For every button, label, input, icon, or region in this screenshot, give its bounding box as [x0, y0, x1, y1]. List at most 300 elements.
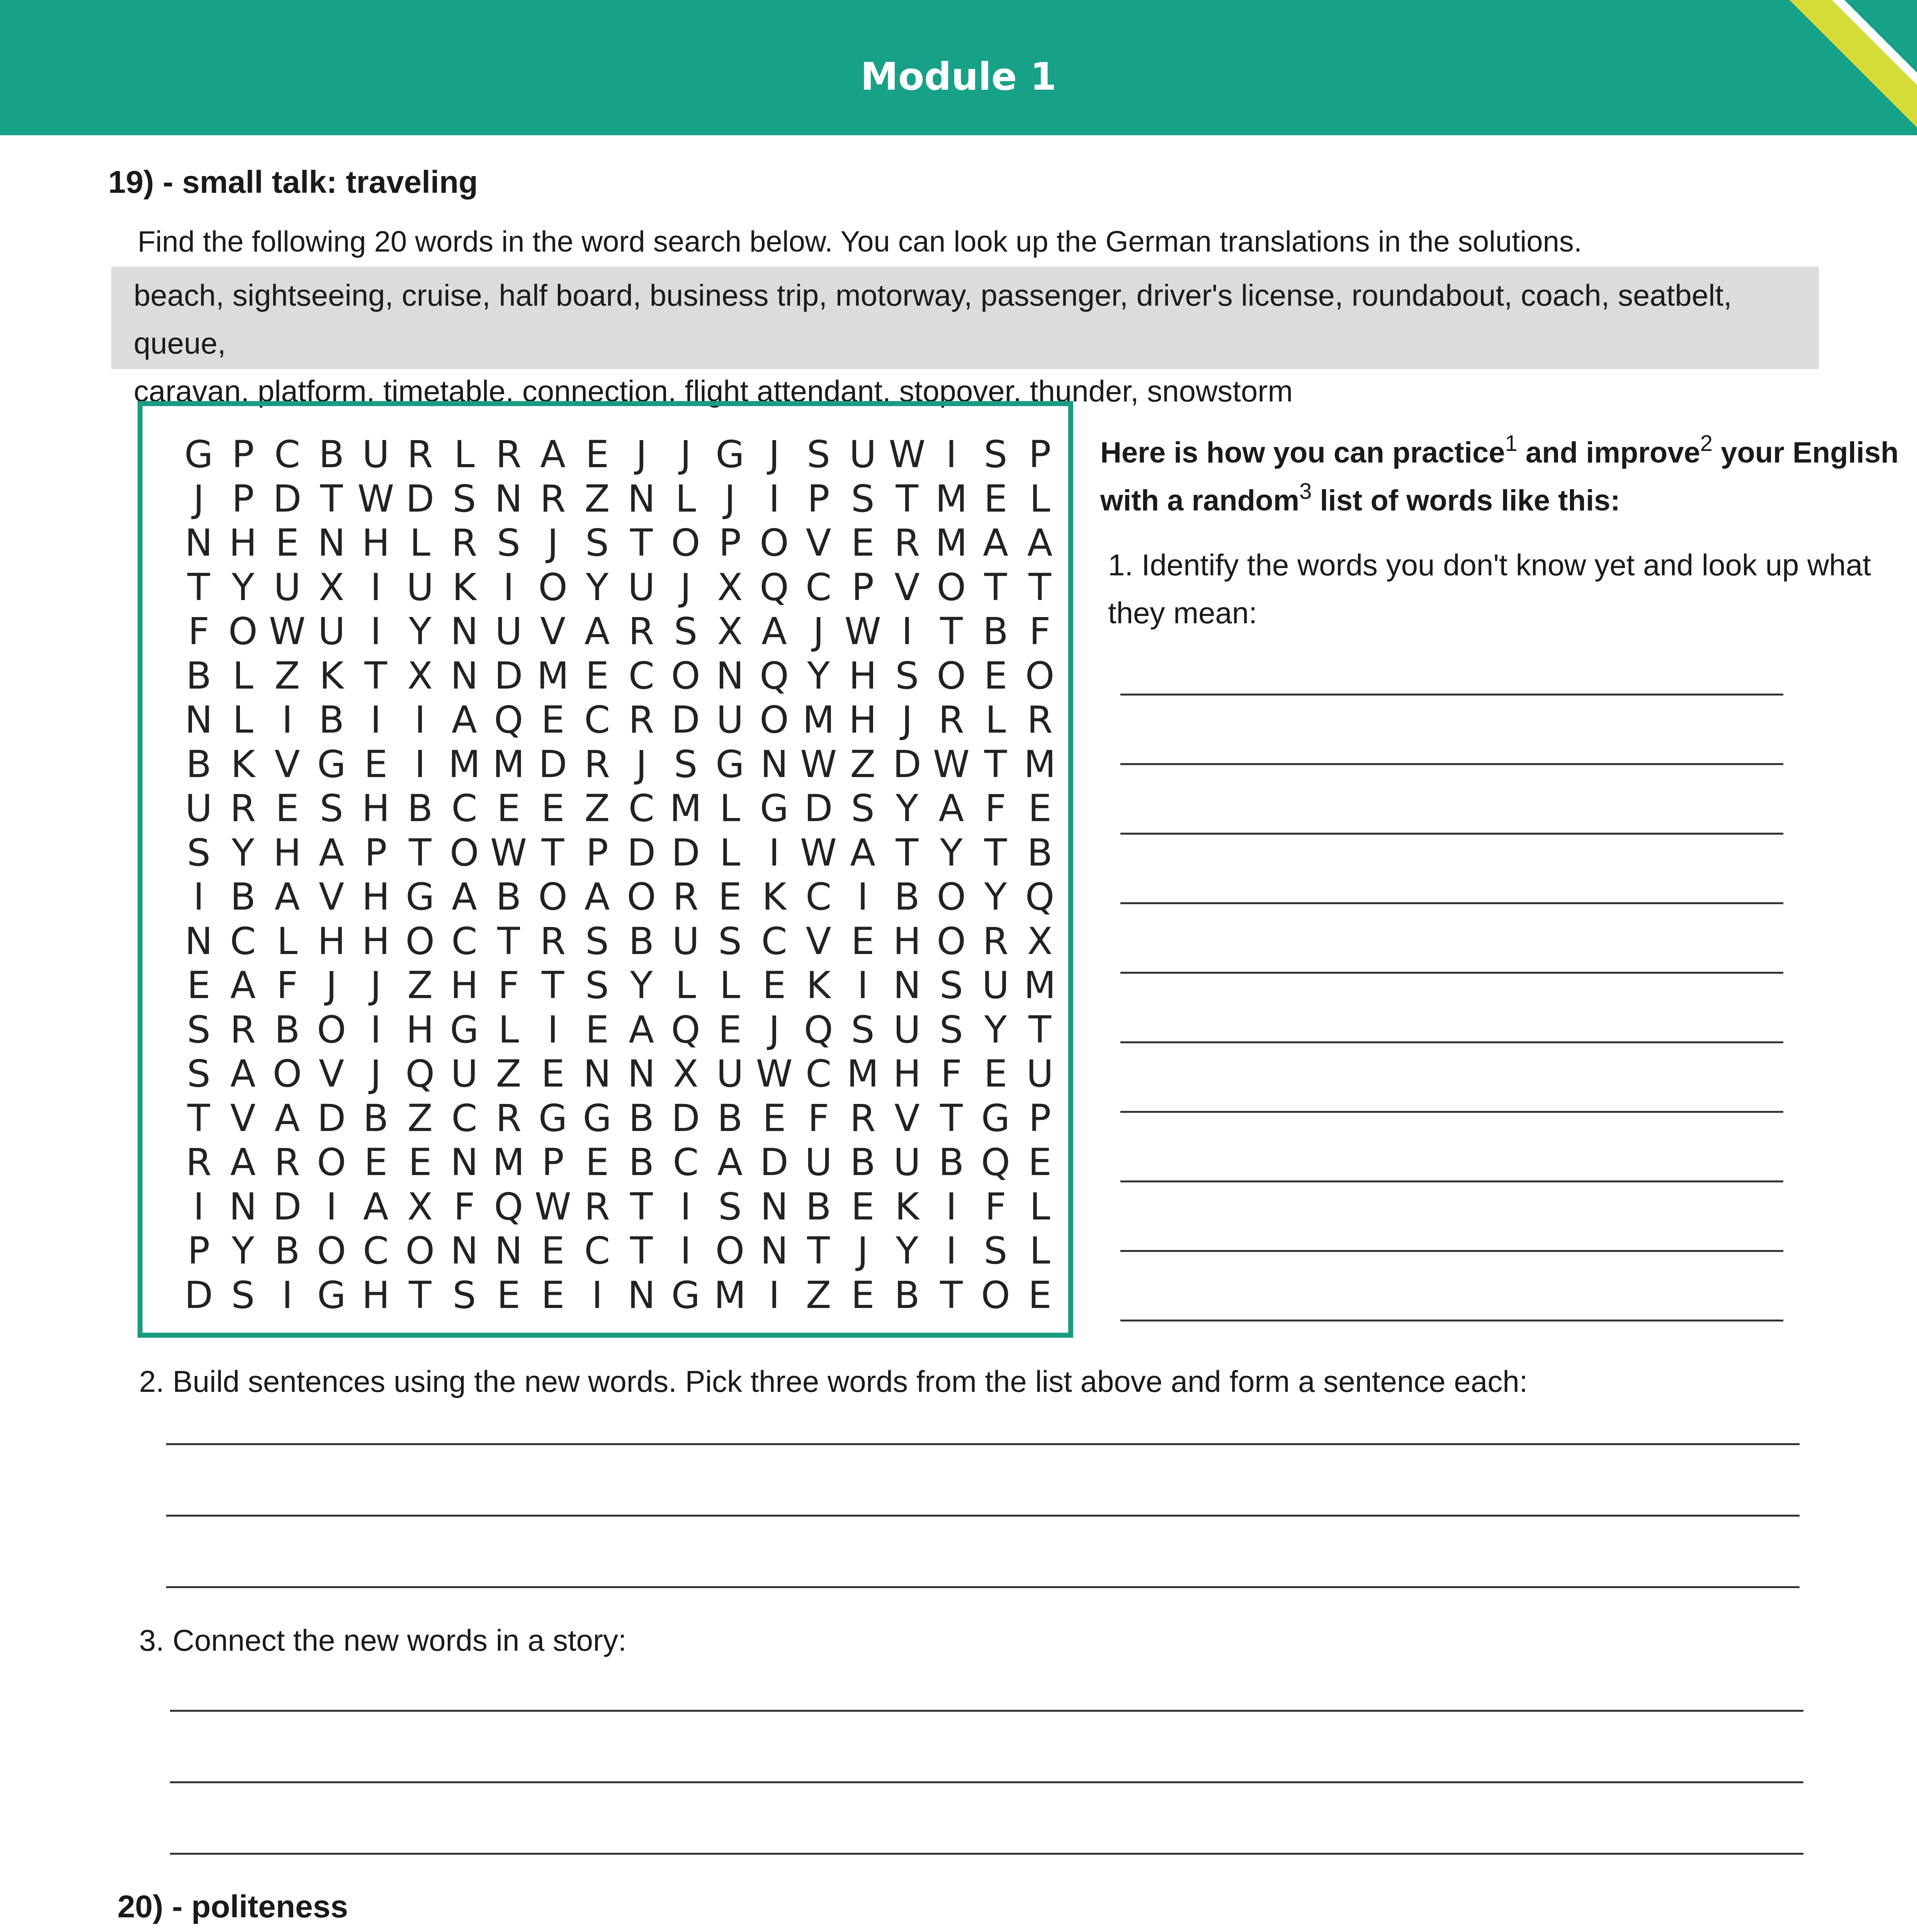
grid-letter[interactable]: F	[940, 1052, 962, 1096]
grid-letter[interactable]: O	[671, 521, 700, 565]
grid-letter[interactable]: E	[585, 433, 609, 476]
grid-letter[interactable]: U	[406, 565, 434, 609]
grid-letter[interactable]: G	[671, 1273, 700, 1317]
grid-letter[interactable]: M	[714, 1273, 746, 1317]
grid-letter[interactable]: J	[768, 433, 780, 476]
grid-letter[interactable]: W	[933, 742, 970, 786]
grid-letter[interactable]: C	[806, 1052, 832, 1096]
answer-line[interactable]	[170, 1853, 1803, 1855]
grid-letter[interactable]: R	[496, 433, 522, 476]
grid-letter[interactable]: M	[802, 698, 835, 742]
grid-letter[interactable]: J	[636, 433, 647, 476]
grid-letter[interactable]: J	[636, 742, 647, 786]
grid-letter[interactable]: A	[452, 875, 477, 919]
grid-letter[interactable]: O	[936, 565, 966, 609]
grid-letter[interactable]: E	[497, 787, 520, 830]
grid-letter[interactable]: O	[1025, 654, 1055, 697]
grid-letter[interactable]: E	[718, 1008, 742, 1051]
grid-letter[interactable]: O	[272, 1052, 302, 1096]
grid-letter[interactable]: S	[674, 610, 698, 653]
grid-letter[interactable]: X	[319, 565, 344, 609]
grid-letter[interactable]: A	[540, 433, 566, 476]
grid-letter[interactable]: J	[370, 964, 381, 1007]
grid-letter[interactable]: U	[450, 1052, 478, 1096]
grid-letter[interactable]: S	[939, 964, 963, 1007]
grid-letter[interactable]: I	[415, 742, 426, 786]
grid-letter[interactable]: L	[719, 964, 741, 1007]
grid-letter[interactable]: U	[318, 610, 345, 653]
grid-letter[interactable]: J	[680, 433, 691, 476]
grid-letter[interactable]: D	[627, 831, 656, 874]
grid-letter[interactable]: F	[985, 1185, 1006, 1228]
grid-letter[interactable]: H	[893, 1052, 921, 1096]
grid-letter[interactable]: Y	[896, 1229, 919, 1273]
grid-letter[interactable]: F	[985, 787, 1006, 830]
grid-letter[interactable]: G	[317, 742, 346, 786]
grid-letter[interactable]: C	[761, 919, 787, 963]
grid-letter[interactable]: R	[1027, 698, 1053, 742]
grid-letter[interactable]: G	[583, 1096, 612, 1140]
grid-letter[interactable]: D	[406, 477, 435, 520]
grid-letter[interactable]: S	[895, 654, 919, 697]
grid-letter[interactable]: Z	[584, 787, 610, 830]
grid-letter[interactable]: Z	[806, 1273, 831, 1317]
grid-letter[interactable]: R	[451, 521, 478, 565]
grid-letter[interactable]: L	[233, 654, 253, 697]
grid-letter[interactable]: M	[493, 1141, 525, 1184]
grid-letter[interactable]: O	[317, 1141, 346, 1184]
grid-letter[interactable]: A	[363, 1185, 389, 1228]
grid-letter[interactable]: D	[671, 831, 700, 874]
grid-letter[interactable]: H	[229, 521, 257, 565]
grid-letter[interactable]: L	[1029, 1229, 1050, 1273]
grid-letter[interactable]: L	[1029, 477, 1050, 520]
grid-letter[interactable]: W	[756, 1052, 793, 1096]
grid-letter[interactable]: U	[805, 1141, 832, 1184]
grid-letter[interactable]: E	[851, 521, 875, 565]
grid-letter[interactable]: M	[670, 787, 702, 830]
grid-letter[interactable]: T	[187, 1096, 210, 1140]
grid-letter[interactable]: T	[940, 610, 963, 653]
grid-letter[interactable]: B	[717, 1096, 743, 1140]
grid-letter[interactable]: H	[362, 521, 390, 565]
grid-letter[interactable]: R	[584, 1185, 610, 1228]
grid-letter[interactable]: X	[717, 565, 743, 609]
grid-letter[interactable]: O	[936, 875, 966, 919]
grid-letter[interactable]: F	[188, 610, 209, 653]
grid-letter[interactable]: J	[724, 477, 736, 520]
grid-letter[interactable]: E	[585, 1008, 609, 1051]
grid-letter[interactable]: W	[490, 831, 527, 874]
grid-letter[interactable]: E	[364, 742, 387, 786]
grid-letter[interactable]: P	[851, 565, 874, 609]
grid-letter[interactable]: S	[984, 1229, 1008, 1273]
grid-letter[interactable]: T	[541, 964, 564, 1007]
grid-letter[interactable]: A	[938, 787, 964, 830]
grid-letter[interactable]: C	[806, 875, 832, 919]
grid-letter[interactable]: I	[680, 1229, 691, 1273]
grid-letter[interactable]: D	[494, 654, 523, 697]
grid-letter[interactable]: Z	[407, 964, 433, 1007]
grid-letter[interactable]: S	[187, 831, 211, 874]
grid-letter[interactable]: O	[715, 1229, 745, 1273]
grid-letter[interactable]: N	[760, 1229, 788, 1273]
grid-letter[interactable]: I	[415, 698, 426, 742]
grid-letter[interactable]: R	[628, 610, 654, 653]
grid-letter[interactable]: D	[184, 1273, 213, 1317]
grid-letter[interactable]: Z	[850, 742, 876, 786]
grid-letter[interactable]: C	[628, 654, 654, 697]
grid-letter[interactable]: O	[760, 521, 789, 565]
grid-letter[interactable]: H	[362, 787, 390, 830]
grid-letter[interactable]: E	[585, 1141, 609, 1184]
grid-letter[interactable]: E	[718, 875, 742, 919]
grid-letter[interactable]: U	[716, 1052, 744, 1096]
grid-letter[interactable]: E	[275, 521, 299, 565]
grid-letter[interactable]: U	[893, 1141, 921, 1184]
grid-letter[interactable]: R	[673, 875, 699, 919]
grid-letter[interactable]: I	[768, 1273, 780, 1317]
grid-letter[interactable]: M	[537, 654, 569, 697]
grid-letter[interactable]: B	[186, 654, 212, 697]
grid-letter[interactable]: V	[540, 610, 566, 653]
grid-letter[interactable]: O	[760, 698, 789, 742]
grid-letter[interactable]: N	[185, 919, 213, 963]
grid-letter[interactable]: L	[675, 477, 696, 520]
grid-letter[interactable]: J	[768, 1008, 780, 1051]
answer-line[interactable]	[1120, 1041, 1783, 1043]
grid-letter[interactable]: N	[627, 1273, 656, 1317]
grid-letter[interactable]: E	[984, 1052, 1008, 1096]
grid-letter[interactable]: B	[629, 1096, 654, 1140]
grid-letter[interactable]: V	[806, 919, 831, 963]
grid-letter[interactable]: B	[806, 1185, 831, 1228]
grid-letter[interactable]: M	[846, 1052, 879, 1096]
grid-letter[interactable]: S	[320, 787, 343, 830]
answer-line[interactable]	[1120, 902, 1783, 904]
grid-letter[interactable]: S	[452, 1273, 476, 1317]
grid-letter[interactable]: S	[496, 521, 520, 565]
grid-letter[interactable]: R	[938, 698, 964, 742]
grid-letter[interactable]: D	[671, 698, 700, 742]
grid-letter[interactable]: P	[187, 1229, 210, 1273]
grid-letter[interactable]: K	[319, 654, 344, 697]
grid-letter[interactable]: H	[317, 919, 346, 963]
grid-letter[interactable]: O	[228, 610, 258, 653]
grid-letter[interactable]: I	[680, 1185, 691, 1228]
grid-letter[interactable]: H	[450, 964, 478, 1007]
grid-letter[interactable]: N	[450, 1229, 478, 1273]
grid-letter[interactable]: S	[187, 1052, 211, 1096]
grid-letter[interactable]: U	[716, 698, 744, 742]
grid-letter[interactable]: P	[231, 477, 254, 520]
grid-letter[interactable]: N	[450, 1141, 478, 1184]
grid-letter[interactable]: E	[497, 1273, 520, 1317]
grid-letter[interactable]: L	[454, 433, 475, 476]
grid-letter[interactable]: E	[541, 1052, 565, 1096]
grid-letter[interactable]: A	[584, 875, 610, 919]
grid-letter[interactable]: B	[629, 919, 654, 963]
answer-line[interactable]	[1120, 694, 1783, 696]
grid-letter[interactable]: H	[362, 1273, 390, 1317]
grid-letter[interactable]: Z	[584, 477, 610, 520]
grid-letter[interactable]: B	[983, 610, 1008, 653]
grid-letter[interactable]: F	[808, 1096, 829, 1140]
grid-letter[interactable]: O	[936, 654, 966, 697]
grid-letter[interactable]: M	[935, 477, 967, 520]
grid-letter[interactable]: K	[452, 565, 477, 609]
grid-letter[interactable]: S	[585, 521, 609, 565]
grid-letter[interactable]: E	[275, 787, 299, 830]
grid-letter[interactable]: G	[406, 875, 435, 919]
grid-letter[interactable]: R	[540, 477, 566, 520]
grid-letter[interactable]: A	[717, 1141, 743, 1184]
grid-letter[interactable]: W	[269, 610, 306, 653]
grid-letter[interactable]: E	[851, 1185, 875, 1228]
grid-letter[interactable]: I	[370, 610, 381, 653]
grid-letter[interactable]: S	[939, 1008, 963, 1051]
grid-letter[interactable]: Q	[494, 1185, 523, 1228]
grid-letter[interactable]: O	[317, 1229, 346, 1273]
grid-letter[interactable]: S	[231, 1273, 255, 1317]
answer-line[interactable]	[170, 1781, 1803, 1783]
grid-letter[interactable]: O	[671, 654, 700, 697]
grid-letter[interactable]: I	[946, 1185, 957, 1228]
grid-letter[interactable]: Z	[274, 654, 300, 697]
grid-letter[interactable]: T	[807, 1229, 830, 1273]
grid-letter[interactable]: B	[894, 1273, 920, 1317]
grid-letter[interactable]: M	[1024, 742, 1056, 786]
answer-line[interactable]	[1120, 972, 1783, 974]
grid-letter[interactable]: K	[895, 1185, 919, 1228]
grid-letter[interactable]: E	[1028, 1141, 1052, 1184]
grid-letter[interactable]: L	[1029, 1185, 1050, 1228]
grid-letter[interactable]: U	[495, 610, 522, 653]
grid-letter[interactable]: T	[630, 1229, 653, 1273]
grid-letter[interactable]: S	[187, 1008, 211, 1051]
grid-letter[interactable]: E	[851, 919, 875, 963]
grid-letter[interactable]: R	[850, 1096, 876, 1140]
grid-letter[interactable]: K	[806, 964, 831, 1007]
grid-letter[interactable]: O	[538, 875, 568, 919]
grid-letter[interactable]: E	[1028, 787, 1052, 830]
grid-letter[interactable]: B	[319, 433, 344, 476]
grid-letter[interactable]: L	[719, 787, 741, 830]
grid-letter[interactable]: Q	[760, 654, 789, 697]
grid-letter[interactable]: Q	[760, 565, 789, 609]
grid-letter[interactable]: G	[450, 1008, 479, 1051]
grid-letter[interactable]: K	[762, 875, 787, 919]
grid-letter[interactable]: T	[984, 831, 1007, 874]
grid-letter[interactable]: O	[936, 919, 966, 963]
grid-letter[interactable]: N	[760, 742, 788, 786]
grid-letter[interactable]: E	[762, 964, 786, 1007]
grid-letter[interactable]: S	[851, 1008, 875, 1051]
grid-letter[interactable]: U	[849, 433, 877, 476]
grid-letter[interactable]: E	[187, 964, 211, 1007]
grid-letter[interactable]: F	[498, 964, 520, 1007]
grid-letter[interactable]: N	[495, 1229, 523, 1273]
grid-letter[interactable]: A	[629, 1008, 654, 1051]
grid-letter[interactable]: M	[935, 521, 967, 565]
grid-letter[interactable]: Z	[496, 1052, 522, 1096]
grid-letter[interactable]: B	[1027, 831, 1053, 874]
grid-letter[interactable]: H	[406, 1008, 434, 1051]
grid-letter[interactable]: E	[541, 1273, 565, 1317]
grid-letter[interactable]: S	[585, 919, 609, 963]
grid-letter[interactable]: W	[844, 610, 881, 653]
grid-letter[interactable]: U	[982, 964, 1009, 1007]
grid-letter[interactable]: I	[857, 964, 868, 1007]
grid-letter[interactable]: P	[364, 831, 387, 874]
grid-letter[interactable]: G	[715, 433, 744, 476]
grid-letter[interactable]: B	[496, 875, 522, 919]
grid-letter[interactable]: X	[717, 610, 743, 653]
grid-letter[interactable]: R	[407, 433, 433, 476]
grid-letter[interactable]: U	[185, 787, 212, 830]
grid-letter[interactable]: G	[981, 1096, 1010, 1140]
grid-letter[interactable]: Y	[896, 787, 919, 830]
grid-letter[interactable]: J	[326, 964, 337, 1007]
grid-letter[interactable]: I	[282, 1273, 293, 1317]
grid-letter[interactable]: B	[274, 1229, 300, 1273]
grid-letter[interactable]: H	[273, 831, 301, 874]
grid-letter[interactable]: I	[946, 433, 957, 476]
grid-letter[interactable]: U	[1026, 1052, 1054, 1096]
grid-letter[interactable]: I	[193, 875, 204, 919]
grid-letter[interactable]: Y	[807, 654, 830, 697]
grid-letter[interactable]: E	[364, 1141, 387, 1184]
grid-letter[interactable]: P	[586, 831, 608, 874]
grid-letter[interactable]: A	[274, 875, 300, 919]
grid-letter[interactable]: O	[627, 875, 656, 919]
grid-letter[interactable]: Z	[407, 1096, 433, 1140]
grid-letter[interactable]: P	[231, 433, 254, 476]
grid-letter[interactable]: N	[627, 477, 656, 520]
grid-letter[interactable]: P	[719, 521, 741, 565]
answer-line[interactable]	[1120, 1111, 1783, 1113]
grid-letter[interactable]: O	[538, 565, 568, 609]
grid-letter[interactable]: B	[274, 1008, 300, 1051]
grid-letter[interactable]: N	[495, 477, 523, 520]
grid-letter[interactable]: E	[1028, 1273, 1052, 1317]
grid-letter[interactable]: N	[185, 521, 213, 565]
grid-letter[interactable]: U	[362, 433, 389, 476]
grid-letter[interactable]: F	[454, 1185, 475, 1228]
grid-letter[interactable]: T	[1028, 565, 1051, 609]
grid-letter[interactable]: B	[230, 875, 256, 919]
grid-letter[interactable]: F	[276, 964, 298, 1007]
grid-letter[interactable]: W	[800, 742, 837, 786]
grid-letter[interactable]: D	[539, 742, 567, 786]
grid-letter[interactable]: B	[938, 1141, 964, 1184]
grid-letter[interactable]: C	[451, 787, 478, 830]
grid-letter[interactable]: B	[319, 698, 344, 742]
grid-letter[interactable]: V	[274, 742, 300, 786]
grid-letter[interactable]: X	[407, 1185, 433, 1228]
answer-line[interactable]	[1120, 833, 1783, 835]
grid-letter[interactable]: P	[1028, 433, 1051, 476]
grid-letter[interactable]: V	[894, 565, 920, 609]
grid-letter[interactable]: B	[186, 742, 212, 786]
grid-letter[interactable]: N	[627, 1052, 656, 1096]
grid-letter[interactable]: S	[718, 919, 742, 963]
grid-letter[interactable]: S	[807, 433, 831, 476]
grid-letter[interactable]: B	[894, 875, 920, 919]
grid-letter[interactable]: A	[584, 610, 610, 653]
grid-letter[interactable]: E	[984, 654, 1008, 697]
grid-letter[interactable]: L	[985, 698, 1006, 742]
grid-letter[interactable]: W	[534, 1185, 571, 1228]
grid-letter[interactable]: O	[317, 1008, 346, 1051]
grid-letter[interactable]: D	[273, 477, 302, 520]
grid-letter[interactable]: X	[407, 654, 433, 697]
grid-letter[interactable]: T	[1028, 1008, 1051, 1051]
grid-letter[interactable]: M	[1024, 964, 1056, 1007]
grid-letter[interactable]: E	[762, 1096, 786, 1140]
grid-letter[interactable]: Y	[231, 565, 255, 609]
grid-letter[interactable]: I	[193, 1185, 204, 1228]
grid-letter[interactable]: R	[185, 1141, 212, 1184]
grid-letter[interactable]: I	[946, 1229, 957, 1273]
grid-letter[interactable]: N	[185, 698, 213, 742]
grid-letter[interactable]: M	[448, 742, 481, 786]
grid-letter[interactable]: E	[408, 1141, 432, 1184]
grid-letter[interactable]: T	[364, 654, 387, 697]
grid-letter[interactable]: T	[408, 1273, 432, 1317]
grid-letter[interactable]: F	[1029, 610, 1051, 653]
grid-letter[interactable]: X	[1027, 919, 1053, 963]
grid-letter[interactable]: Y	[231, 1229, 255, 1273]
grid-letter[interactable]: I	[370, 565, 381, 609]
grid-letter[interactable]: Y	[231, 831, 255, 874]
grid-letter[interactable]: J	[547, 521, 559, 565]
grid-letter[interactable]: T	[541, 831, 564, 874]
grid-letter[interactable]: X	[673, 1052, 698, 1096]
grid-letter[interactable]: I	[282, 698, 293, 742]
grid-letter[interactable]: R	[496, 1096, 522, 1140]
grid-letter[interactable]: C	[363, 1229, 389, 1273]
grid-letter[interactable]: U	[274, 565, 301, 609]
grid-letter[interactable]: N	[450, 610, 478, 653]
grid-letter[interactable]: T	[984, 742, 1007, 786]
grid-letter[interactable]: U	[672, 919, 699, 963]
answer-line[interactable]	[166, 1515, 1800, 1517]
grid-letter[interactable]: S	[984, 433, 1008, 476]
grid-letter[interactable]: H	[893, 919, 921, 963]
grid-letter[interactable]: E	[585, 654, 609, 697]
grid-letter[interactable]: T	[320, 477, 343, 520]
grid-letter[interactable]: Y	[940, 831, 963, 874]
grid-letter[interactable]: A	[230, 1141, 256, 1184]
grid-letter[interactable]: Y	[586, 565, 608, 609]
grid-letter[interactable]: I	[547, 1008, 559, 1051]
grid-letter[interactable]: P	[807, 477, 830, 520]
grid-letter[interactable]: I	[503, 565, 514, 609]
grid-letter[interactable]: Y	[630, 964, 653, 1007]
grid-letter[interactable]: R	[540, 919, 566, 963]
grid-letter[interactable]: L	[675, 964, 696, 1007]
grid-letter[interactable]: V	[319, 875, 344, 919]
grid-letter[interactable]: J	[901, 698, 913, 742]
grid-letter[interactable]: V	[894, 1096, 920, 1140]
grid-letter[interactable]: Q	[671, 1008, 700, 1051]
grid-letter[interactable]: V	[319, 1052, 344, 1096]
grid-letter[interactable]: J	[813, 610, 824, 653]
grid-letter[interactable]: R	[628, 698, 654, 742]
grid-letter[interactable]: E	[984, 477, 1008, 520]
grid-letter[interactable]: I	[370, 698, 381, 742]
